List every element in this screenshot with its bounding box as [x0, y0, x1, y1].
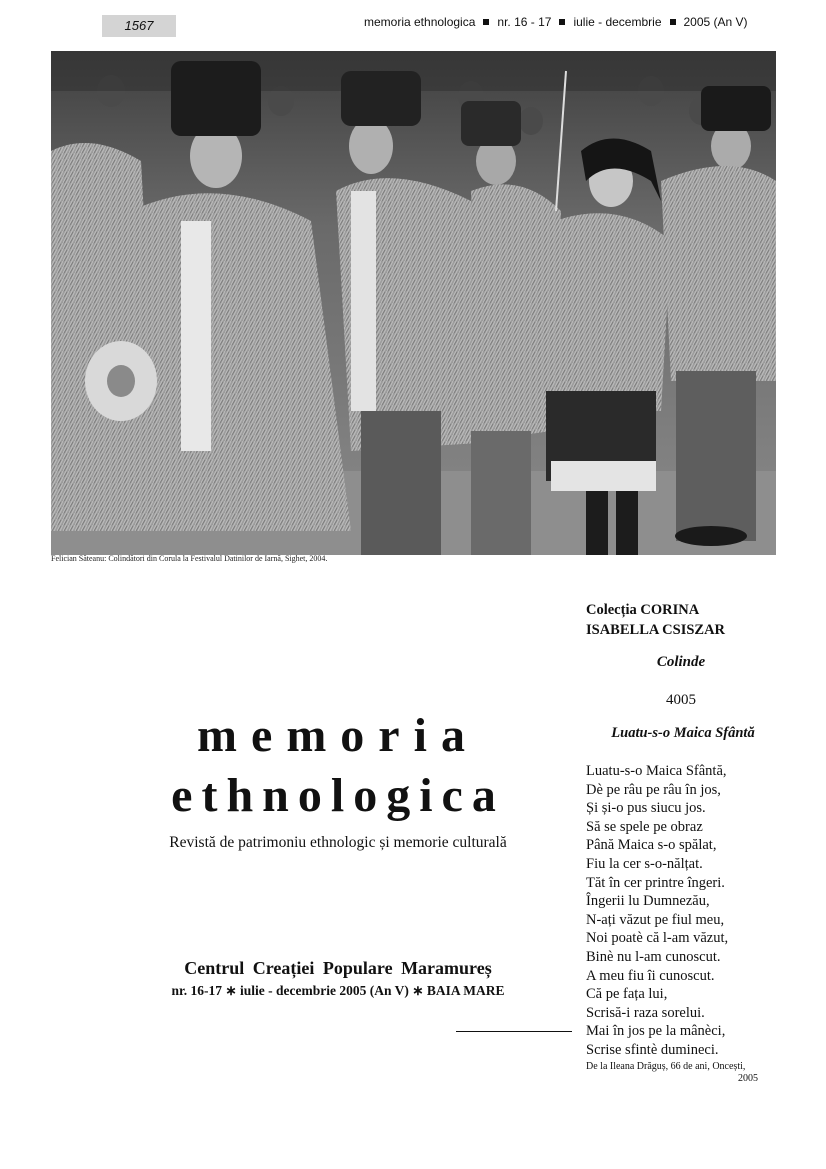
running-header: [364, 15, 748, 29]
square-bullet-icon: [483, 19, 489, 25]
header-journal: memoria ethnologica: [364, 15, 476, 29]
verse-line: Mai în jos pe la mânèci,: [586, 1023, 726, 1040]
source-informant: De la Ileana Drăguș, 66 de ani, Oncești,: [586, 1061, 746, 1072]
verse-line: Că pe fața lui,: [586, 986, 668, 1003]
masthead-title-line2: ethnologica: [171, 769, 505, 822]
header-year: 2005 (An V): [683, 15, 748, 29]
masthead-title-line1: memoria: [197, 709, 479, 762]
source-year: 2005: [738, 1073, 758, 1084]
masthead-subtitle: Revistă de patrimoniu ethnologic și memorie culturală: [169, 834, 507, 851]
header-period: iulie - decembrie: [573, 15, 662, 29]
photo-caption: Felician Săteanu: Colindători din Corula la Festivalul Datinilor de Iarnă, Sighet, 2004.: [51, 554, 328, 563]
cover-photo: [51, 51, 776, 555]
verse-line: Să se spele pe obraz: [586, 818, 703, 835]
verse-line: Noi poatè că l-am văzut,: [586, 930, 729, 947]
verse-line: Dè pe râu pe râu în jos,: [586, 781, 721, 798]
divider-rule: [456, 1031, 572, 1032]
song-title: Luatu-s-o Maica Sfântă: [611, 725, 755, 741]
verse-line: N-ați văzut pe fiul meu,: [586, 911, 725, 928]
verse-line: Scrise sfintè dumineci.: [586, 1041, 719, 1058]
publisher-name: Centrul Creației Populare Maramureș: [184, 958, 492, 978]
verse-line: Luatu-s-o Maica Sfântă,: [586, 763, 727, 779]
verse-line: Fiu la cer s-o-nălțat.: [586, 855, 703, 872]
song-number: 4005: [666, 692, 696, 708]
verse-line: A meu fiu îi cunoscut.: [586, 967, 715, 984]
song-source: [586, 1061, 766, 1085]
verse-line: Binè nu l-am cunoscut.: [586, 948, 721, 965]
verse-line: Îngerii lu Dumnezău,: [586, 893, 710, 910]
page-number: 1567: [124, 18, 154, 33]
collection-line1: Colecția CORINA: [586, 602, 700, 618]
verse-line: Scrisă-i raza sorelui.: [586, 1004, 705, 1021]
carolers-photo-illustration: [51, 51, 776, 555]
section-title: Colinde: [656, 654, 706, 670]
verse-line: Până Maica s-o spălat,: [586, 837, 717, 854]
verse-line: Tăt în cer printre îngeri.: [586, 874, 725, 891]
verse-line: Și și-o pus siucu jos.: [586, 800, 706, 817]
page-number-box: [102, 15, 176, 37]
issue-line: nr. 16-17 ∗ iulie - decembrie 2005 (An V) ∗ BAIA MARE: [171, 983, 505, 998]
header-issue: nr. 16 - 17: [497, 15, 552, 29]
square-bullet-icon: [559, 19, 565, 25]
collection-line2: ISABELLA CSISZAR: [586, 622, 726, 638]
square-bullet-icon: [670, 19, 676, 25]
song-verses: [586, 762, 728, 1060]
